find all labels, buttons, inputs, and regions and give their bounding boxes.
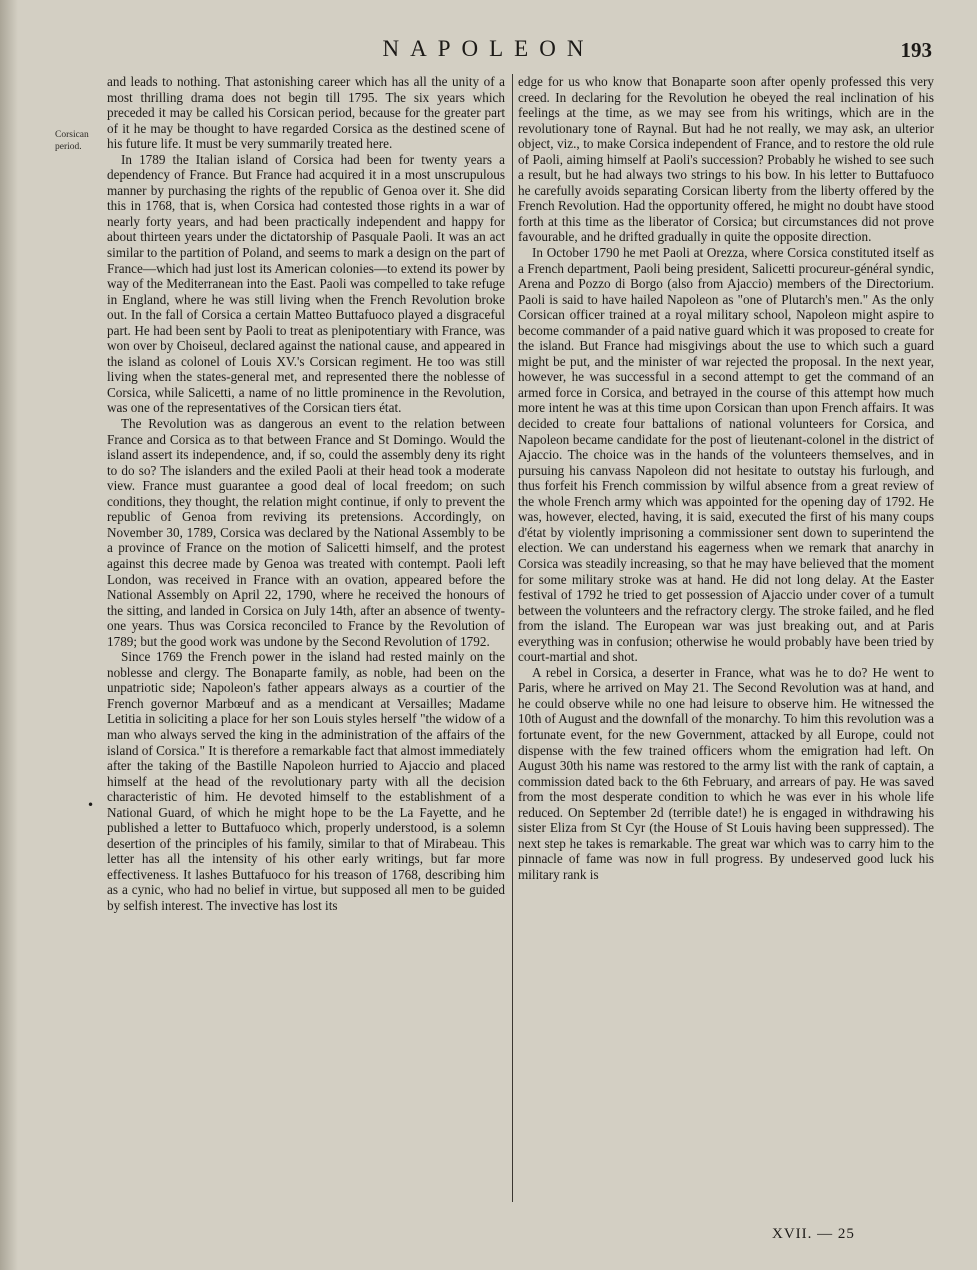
paragraph: In October 1790 he met Paoli at Orezza, where Corsica constituted itself as a French department, Paoli being president, Salicetti procureur-général syndic, Arena and Pozzo di Borgo (also from Ajaccio) members of the Directorium. Paoli is said to have hailed Napoleon as "one of Plutarch's men." As the only Corsican officer trained at a royal military school, Napoleon might aspire to become commander of a paid native guard which it was proposed to create for the island. But France had misgivings about the use to which such a guard might be put, and the minister of war rejected the proposal. In the next year, however, he was successful in a second attempt to get the command of an armed force in Corsica, and betrayed in the course of this attempt how much more intent he was at this time upon Corsican than upon French affairs. It was decided to create four battalions of national volunteers for Corsica, and Napoleon became candidate for the post of lieutenant-colonel in the district of Ajaccio. The choice was in the hands of the volunteers themselves, and in pursuing his canvass Napoleon did not hesitate to outstay his furlough, and thus forfeit his French commission by wilful absence from a great review of the whole French army which was appointed for the opening day of 1792. He was, however, elected, having, it is said, executed the first of his many coups d'état by violently imprisoning a commissioner sent down to superintend the election. We can understand his eagerness when we remark that anarchy in Corsica was steadily increasing, so that he may have believed that the moment for some military stroke was at hand. He did not long delay. At the Easter festival of 1792 he tried to get possession of Ajaccio under cover of a tumult between the volunteers and the refractory clergy. The stroke failed, and he fled from the island. The European war was just breaking out, and at Paris everything was in confusion; otherwise he would probably have been tried by court-martial and shot. <box>518 245 934 665</box>
paragraph: In 1789 the Italian island of Corsica had been for twenty years a dependency of France. But France had acquired it in a most unscrupulous manner by purchasing the rights of the republic of Genoa over it. She did this in 1768, that is, when Corsica had contested those rights in a war of nearly forty years, and had been practically independent and happy for about thirteen years under the dictatorship of Pasquale Paoli. It was an act similar to the partition of Poland, and seems to mark a design on the part of France—which had just lost its American colonies—to extend its power by way of the Mediterranean into the East. Paoli was compelled to take refuge in England, where he was still living when the French Revolution broke out. In the fall of Corsica a certain Matteo Buttafuoco played a disgraceful part. He had been sent by Paoli to treat as plenipotentiary with France, was won over by Choiseul, declared against the national cause, and appeared in the island as colonel of Louis XV.'s Corsican regiment. He too was still living when the states-general met, and represented there the noblesse of Corsica, while Salicetti, a name of no little prominence in the Revolution, was one of the representatives of the Corsican tiers état. <box>107 151 505 416</box>
signature-mark: XVII. — 25 <box>772 1226 855 1242</box>
paragraph: A rebel in Corsica, a deserter in France, what was he to do? He went to Paris, where he arrived on May 21. The Second Revolution was at hand, and he could observe while no one had leisure to observe him. He witnessed the 10th of August and the downfall of the monarchy. To him this revolution was a fortunate event, for the new Government, attacked by all Europe, could not dispense with the few trained officers whom the emigration had left. On August 30th his name was restored to the army list with the rank of captain, a commission dated back to the 6th February, and arrears of pay. He was saved from the most desperate condition to which he was ever in his whole life reduced. On September 2d (terrible date!) he is engaged in withdrawing his sister Eliza from St Cyr (the House of St Louis having been suppressed). The next step he takes is remarkable. The great war which was to carry him to the pinnacle of fame was now in full progress. By undeserved good luck his military rank is <box>518 664 934 882</box>
margin-note: Corsican period. <box>55 130 89 152</box>
paragraph: edge for us who know that Bonaparte soon after openly professed this very creed. In declaring for the Revolution he obeyed the real inclination of his feelings at the time, as we may see from his writings, which are in the revolutionary tone of Raynal. But had he not really, we may ask, an ulterior object, viz., to make Corsica independent of France, and to restore the old rule of Paoli, aiming himself at Paoli's succession? Probably he wished to see such a result, but he had always two strings to his bow. In his letter to Buttafuoco he carefully avoids separating Corsican liberty from the liberty offered by the French Revolution. Had the opportunity offered, he might no doubt have stood forth at this time as the liberator of Corsica; but circumstances did not prove favourable, and he drifted gradually in quite the opposite direction. <box>518 74 934 245</box>
page-number: 193 <box>900 38 932 62</box>
paragraph: The Revolution was as dangerous an event to the relation between France and Corsica as to that between France and St Domingo. Would the island assert its independence, and, if so, could the assembly deny its right to do so? The islanders and the exiled Paoli at their head took a moderate view. France must guarantee a good deal of local freedom; on such conditions, they thought, the relation might continue, if only to prevent the republic of Genoa from reviving its pretensions. Accordingly, on November 30, 1789, Corsica was declared by the National Assembly to be a province of France on the motion of Salicetti himself, and the protest against this decree made by Genoa was treated with contempt. Paoli left London, was received in France with an ovation, appeared before the National Assembly on April 22, 1790, where he received the honours of the sitting, and landed in Corsica on July 14th, after an absence of twenty-one years. Thus was Corsica reconciled to France by the Revolution of 1789; but the good work was undone by the Second Revolution of 1792. <box>107 416 505 649</box>
running-title: NAPOLEON <box>382 36 595 61</box>
margin-mark: • <box>87 798 95 812</box>
column-right <box>518 74 934 1234</box>
paragraph: and leads to nothing. That astonishing career which has all the unity of a most thrilling drama does not begin till 1795. The six years which preceded it may be called his Corsican period, because for the greater part of it he may be thought to have regarded Corsica as the destined scene of his future life. It must be very summarily treated here. <box>107 74 505 152</box>
paragraph: Since 1769 the French power in the island had rested mainly on the noblesse and clergy. The Bonaparte family, as noble, had been on the unpatriotic side; Napoleon's father appears always as a courtier of the French governor Marbœuf and as a mendicant at Versailles; Madame Letitia in soliciting a place for her son Louis styles herself "the widow of a man who always served the king in the administration of the affairs of the island of Corsica." It is therefore a remarkable fact that almost immediately after the taking of the Bastille Napoleon hurried to Ajaccio and placed himself at the head of the revolutionary party with all the decision characteristic of him. He devoted himself to the establishment of a National Guard, of which he might hope to be the La Fayette, and he published a letter to Buttafuoco which, properly understood, is a solemn desertion of the principles of his family, similar to that of Mirabeau. This letter has all the intensity of his other early writings, but far more effectiveness. It lashes Buttafuoco for his treason of 1768, describing him as a cynic, who had no belief in virtue, but supposed all men to be guided by selfish interest. The invective has lost its <box>107 649 505 913</box>
column-left <box>107 74 505 1234</box>
page-header <box>0 36 977 66</box>
page-binding-shadow <box>0 0 18 1270</box>
column-divider <box>512 74 513 1202</box>
